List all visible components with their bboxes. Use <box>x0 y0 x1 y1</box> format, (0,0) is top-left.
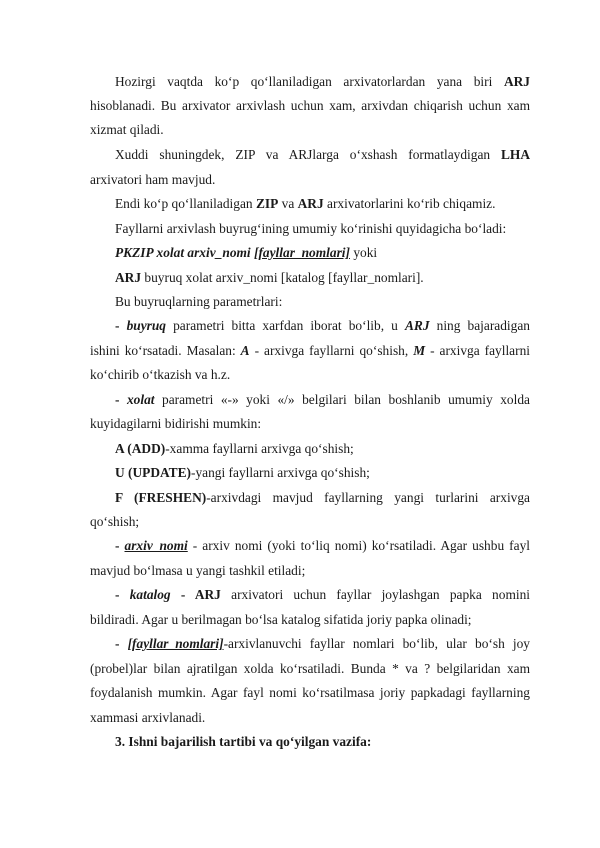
bold-term-arj: ARJ <box>503 74 530 89</box>
text-run: Hozirgi vaqtda ko‘p qo‘llaniladigan arxivatorlardan yana biri <box>115 74 504 89</box>
text-run: Xuddi shuningdek, ZIP va ARJlarga o‘xshash formatlaydigan <box>115 147 501 162</box>
paragraph-2-line-2: arxivatori ham mavjud. <box>90 172 216 187</box>
param-katalog-line-2: bildiradi. Agar u berilmagan bo‘lsa katalog sifatida joriy papka olinadi; <box>90 612 472 627</box>
paragraph-1-line-2: hisoblanadi. Bu arxivator arxivlash uchun xam, arxivdan chiqarish uchun xam <box>90 98 530 113</box>
parameters-intro: Bu buyruqlarning parametrlari: <box>115 294 283 309</box>
option-a: A <box>240 343 250 358</box>
dash: - <box>115 587 130 602</box>
param-fayllar-nomlari-line-1 <box>115 636 530 652</box>
command-text: PKZIP xolat arxiv_nomi <box>115 245 254 260</box>
command-files-param: [fayllar_nomlari] <box>254 245 350 260</box>
text-run: ning bajaradigan <box>429 318 530 333</box>
text-run: - arxiv nomi (yoki to‘liq nomi) ko‘rsatiladi. Agar ushbu fayl <box>187 538 530 553</box>
mode-label-add: A (ADD) <box>115 441 166 456</box>
text-run: parametri bitta xarfdan iborat bo‘lib, u <box>166 318 405 333</box>
param-arxiv-nomi-line-1 <box>115 538 530 554</box>
text-run: arxivatorlarini ko‘rib chiqamiz. <box>323 196 496 211</box>
text-run: -xamma fayllarni arxivga qo‘shish; <box>165 441 354 456</box>
param-name-fayllar-nomlari: [fayllar_nomlari] <box>127 636 224 651</box>
param-buyruq-line-2 <box>90 343 530 359</box>
option-m: M <box>413 343 426 358</box>
param-arxiv-nomi-line-2: mavjud bo‘lmasa u yangi tashkil etiladi; <box>90 563 306 578</box>
text-run: buyruq xolat arxiv_nomi [katalog [fayllar_nomlari]. <box>141 270 424 285</box>
text-run: - arxivga fayllarni qo‘shish, <box>249 343 414 358</box>
mode-label-freshen: F (FRESHEN) <box>115 490 207 505</box>
text-run: - arxivga fayllarni <box>425 343 531 358</box>
param-katalog-line-1 <box>115 587 530 603</box>
mode-freshen-line-1 <box>115 490 530 506</box>
mode-label-update: U (UPDATE) <box>115 465 191 480</box>
dash: - <box>115 318 127 333</box>
mode-freshen-line-2: qo‘shish; <box>90 514 140 529</box>
text-run: parametri «-» yoki «/» belgilari bilan boshlanib umumiy xolda <box>154 392 530 407</box>
dash: - <box>115 538 125 553</box>
param-name-xolat: xolat <box>126 392 155 407</box>
param-fayllar-nomlari-line-3: foydalanish mumkin. Agar fayl nomi ko‘rsatilmasa joriy papkadagi fayllarning <box>90 685 530 700</box>
param-buyruq-line-3: ko‘chirib o‘tkazish va h.z. <box>90 367 231 382</box>
paragraph-4: Fayllarni arxivlash buyrug‘ining umumiy ko‘rinishi quyidagicha bo‘ladi: <box>115 221 507 236</box>
bold-term-arj: ARJ <box>115 270 142 285</box>
text-run: -arxivdagi mavjud fayllarning yangi turlarini arxivga <box>206 490 530 505</box>
text-run: va <box>278 196 298 211</box>
param-name-buyruq: buyruq <box>126 318 167 333</box>
command-syntax-arj <box>115 270 424 286</box>
text-run: ishini ko‘rsatadi. Masalan: <box>90 343 241 358</box>
text-run: arxivatori uchun fayllar joylashgan papka nomini <box>220 587 530 602</box>
param-buyruq-line-1 <box>115 318 530 334</box>
bold-term-arj: ARJ <box>194 587 221 602</box>
command-syntax-pkzip <box>115 245 377 261</box>
dash: - <box>115 636 128 651</box>
text-run: Endi ko‘p qo‘llaniladigan <box>115 196 256 211</box>
paragraph-1-line-3: xizmat qiladi. <box>90 122 164 137</box>
text-run: -yangi fayllarni arxivga qo‘shish; <box>191 465 370 480</box>
bold-italic-arj: ARJ <box>404 318 430 333</box>
bold-term-zip: ZIP <box>255 196 279 211</box>
mode-update <box>115 465 370 481</box>
text-run: - <box>170 587 195 602</box>
param-xolat-line-1 <box>115 392 530 408</box>
param-xolat-line-2: kuyidagilarni bidirishi mumkin: <box>90 416 262 431</box>
param-name-arxiv-nomi: arxiv_nomi <box>124 538 188 553</box>
text-run: yoki <box>349 245 378 260</box>
param-name-katalog: katalog <box>129 587 171 602</box>
paragraph-3 <box>115 196 495 212</box>
mode-add <box>115 441 354 457</box>
paragraph-2-line-1 <box>115 147 530 163</box>
dash: - <box>115 392 127 407</box>
section-heading: 3. Ishni bajarilish tartibi va qo‘yilgan vazifa: <box>115 734 372 749</box>
text-run: -arxivlanuvchi fayllar nomlari bo‘lib, ular bo‘sh joy <box>223 636 531 651</box>
bold-term-lha: LHA <box>500 147 530 162</box>
bold-term-arj: ARJ <box>297 196 324 211</box>
param-fayllar-nomlari-line-2: (probel)lar bilan ajratilgan xolda ko‘rsatiladi. Bunda * va ? belgilaridan xam <box>90 661 530 676</box>
paragraph-1-line-1 <box>115 74 530 90</box>
param-fayllar-nomlari-line-4: xammasi arxivlanadi. <box>90 710 206 725</box>
